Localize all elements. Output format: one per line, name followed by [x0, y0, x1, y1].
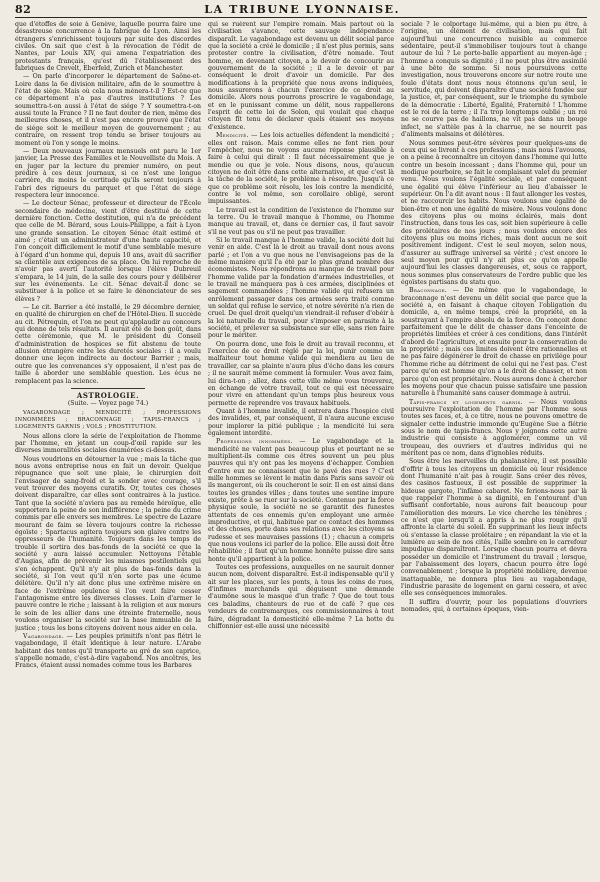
divider	[71, 388, 145, 389]
paragraph: Le travail est la condition de l'existence de l'homme sur la terre. Ou le travail manque à l'homme, ou l'homme manque au travail, et, dans ce dernier cas, il faut savoir s'il ne veut pas ou s'il ne peut pas travailler.	[208, 206, 394, 236]
paragraph: Il suffira d'ouvrir, pour les populations d'ouvriers nomades, qui, à certaines époques, vien-	[401, 598, 587, 614]
journal-title: LA TRIBUNE LYONNAISE.	[204, 3, 401, 16]
paragraph: Nous sommes peut-être sévères pour quelques-uns de ceux qui se livrent à ces professions ; mais nous l'avouons, on a peine à reconnaître un citoyen dans l'homme qui lutte contre un besoin incessant ; dans l'homme qui, pour un modique pourboire, se fait le complaisant valet du premier venu. Nous voulons l'égalité sociale, et par conséquent une égalité qui élève l'inférieur au lieu d'abaisser le supérieur. On l'a dit avant nous : Il faut allonger les vestes, et ne raccourcir les habits. Nous voulons une égalité de bien-être et non une égalité de misère. Nous voulons donc des citoyens plus ou moins éclairés, mais dont l'instruction, dans tous les cas, soit bien supérieure à celle des prolétaires de nos jours ; nous voulons encore des citoyens plus ou moins riches, mais dont aucun ne soit positivement indigent. C'est le seul moyen, selon nous, d'assurer au suffrage universel sa vérité ; c'est encore le seul moyen pour qu'il n'y ait plus ce qu'on appelle aujourd'hui les classes dangereuses, et, sous ce rapport, nous sommes plus conservateurs de l'ordre public que les égoïstes partisans du statu quo.	[401, 139, 587, 287]
page-header	[15, 3, 587, 18]
paragraph: — Le cit. Barrier a été installé, le 29 décembre dernier, en qualité de chirurgien en chef de l'Hôtel-Dieu. Il succède au cit. Pétrequin, et l'on ne peut qu'applaudir au concours qui donne de tels résultats. Il aurait été de bon goût, dans cette cérémonie, que M. le président du Conseil d'administration de hospices se fût abstenu de toute allusion étrangère entre les duretés sociales : il a voulu donner une leçon indirecte au docteur Barrier ; mais, outre que les convenances s'y opposaient, il n'est pas de taille à aborder une semblable question. Les écus ne remplacent pas la science.	[15, 304, 201, 385]
paragraph: Quant à l'homme invalide, il entrera dans l'hospice civil des invalides, et, par conséquent, il n'aura aucune excuse pour implorer la pitié publique ; la mendicité lui sera également interdite.	[208, 407, 394, 437]
paragraph: Toutes ces professions, auxquelles on ne saurait donner aucun nom, doivent disparaître. Est-il indispensable qu'il y ait sur les places, sur les ponts, à tous les coins de rues, d'infimes marchands qui déguisent une demande d'aumône sous le masque d'un trafic ? Que de tout tous ces baladins, chanteurs de rue et de café ? que ces vendeurs de contremarques, ces commissionnaires à tout faire, dégradant la domesticité elle-même ? La hotte du chiffonnier est-elle aussi une nécessité	[208, 564, 394, 630]
paragraph: On pourra donc, une fois le droit au travail reconnu, et l'exercice de ce droit réglé par la loi, punir comme un malfaiteur tout homme valide qui mendiera au lieu de travailler, car sa plainte n'aura plus d'écho dans les cœurs ; il ne saurait même comment la formuler. Vous avez faim, lui dira-t-on ; allez, dans cette ville même vous trouverez, en échange de votre travail, tout ce qui est nécessaire pour vivre en attendant qu'un temps plus heureux vous permette de reprendre vos travaux habituels.	[208, 340, 394, 407]
paragraph	[401, 287, 587, 397]
section-title: ASTROLOGIE.	[76, 390, 140, 400]
paragraph: que d'étoffes de soie à Genève, laquelle pourra faire une désastreuse concurrence à la fabrique de Lyon. Ainsi les étrangers s'enrichissent toujours par suite des discordes civiles. On sait que c'est à la révocation de l'édit de Nantes, par Louis XIV, qui amena l'expatriation des protestants français, qu'est dû l'établissement des fabriques de Crevelt, Eberfeld, Zurich et Manchester.	[15, 21, 201, 73]
paragraph-text: — Nous voulons poursuivre l'exploitation de l'homme par l'homme sous toutes ses faces, et, à ce titre, nous ne pouvons omettre de signaler cette industrie immonde qu'Eugène Sue a flétrie sous le nom de tapis-francs. Nous y joignons cette autre industrie qui consiste à agglomérer, comme un vil troupeau, des ouvriers et d'autres individus qui ne méritent pas ce nom, dans d'ignobles réduits.	[401, 398, 587, 457]
paragraph: Si le travail manque à l'homme valide, la société doit lui venir en aide. C'est là le droit au travail dont nous avons parlé ; et l'on a vu que nous ne l'envisageions pas de la même manière qu'il l'a été par le plus grand nombre des économistes. Nous répondrons au manque de travail pour l'homme valide par la fondation d'armées industrielles, et le travail ne manquera pas à ces armées, disciplinées et sagement commandées ; l'homme valide qui refusera un enrôlement passager dans ces armées sera traité comme un soldat qui refuse le service, et notre sévérité n'a rien de cruel. De quel droit quelqu'un viendrait-il refuser d'obéir à la loi naturelle du travail, pour s'imposer en parasite à la société, et prélever sa subsistance sur elle, sans rien faire pour le mériter.	[208, 236, 394, 340]
article-columns	[15, 21, 587, 881]
subheading: Tapis-francs et logements garnis.	[409, 398, 523, 406]
paragraph: — Le docteur Sénac, professeur et directeur de l'École secondaire de médecine, vient d'être destitué de cette dernière fonction. Cette destitution, qui n'a de précédent que celle de M. Bérard, sous Louis-Philippe, a fait à Lyon une grande sensation. Le citoyen Sénac était estimé et aimé ; c'était un administrateur d'une haute capacité, et l'on conçoit difficilement le motif d'une semblable mesure à l'égard d'un homme qui, depuis 10 ans, avait dû sacrifier sa clientèle aux exigences de sa place. On lui reproche de n'avoir pas averti l'autorité lorsque l'élève Dubreuil s'empara, le 14 juin, de la salle des cours pour y délibérer sur les événements. Le cit. Sénac devait-il donc se substituer à la police et se faire le dénonciateur de ses élèves ?	[15, 200, 201, 303]
subheading: Vagabondage.	[23, 632, 65, 640]
paragraph: Nous allons clore la série de l'exploitation de l'homme par l'homme, en jetant un coup-d'œil rapide sur les diverses immoralités sociales énumérées ci-dessus.	[15, 432, 201, 455]
paragraph: qui se ruèrent sur l'empire romain. Mais partout où la civilisation s'avance, cette sauvage indépendance disparaît. Le vagabondage est devenu un délit social parce que la société a créé le domicile ; il n'est plus permis, sans protester contre la civilisation, d'être nomade. Tout homme, en devenant citoyen, a le devoir de concourir au gouvernement de la société ; il a le devoir et par conséquent le droit d'avoir un domicile. Par des modifications à la propriété que nous avons indiquées, nous assurerons à chacun l'exercice de ce droit au domicile. Alors nous pourrons proscrire le vagabondage, et en le punissant comme un délit, nous rappellerons l'esprit de cette loi de Solon, qui voulait que chaque citoyen fît tenu de déclarer quels étaient ses moyens d'existence.	[208, 21, 394, 131]
paragraph: — On parle d'incorporer le département de Saône-et-Loire dans la 6e division militaire, afin de le soumettre à l'état de siége. Mais où cela nous mènera-t-il ? Est-ce que ce département n'a pas d'autres institutions ? Les soumettra-t-on aussi à l'état de siége ? Y soumettra-t-on aussi toute la France ? Il ne faut douter de rien, même des meilleures choses, et il n'est pas encore prouvé que l'état de siége soit le meilleur moyen de gouvernement ; au contraire, on ressent trop tendu se briser toujours au moment où l'on y songe le moins.	[15, 73, 201, 147]
section-subtitle: (Suite. — Voyez page 74.)	[67, 400, 149, 408]
page-number: 82	[15, 3, 32, 16]
paragraph-text: — Le vagabondage et la mendicité ne valent pas beaucoup plus et pourtant ne se multiplient-ils comme ces êtres souvent un peu plus pauvres qui n'y ont pas les moyens d'échapper. Combien d'entre eux ne connaissent que le pavé des rues ? C'est mille hommes se lèvent le matin dans Paris sans savoir où ils mangeront, où ils coucheront le soir. Il en est ainsi dans toutes les grandes villes ; dans toutes une sentine impure existe, prête à se ruer sur la société. Contenue par la force physique soule, la société ne se garantit des funestes attentats de ces ennemis qu'en employant une armée improductive, et qui, habituée par ce contact des hommes et des choses, porte dans ses relations avec les citoyens sa rudesse et ses mauvaises passions (1) ; chacun a compris que nous voulons ici parler de la police. Elle aussi doit être réhabilitée ; il faut qu'un homme honnête puisse dire sans honte qu'il appartient à la police.	[208, 438, 394, 563]
paragraph	[15, 633, 201, 670]
paragraph: Nous voudrions en détourner la vue ; mais la tâche que nous avons entreprise nous en fait un devoir. Quelque répugnance que soit une plaie, le chirurgien doit l'envisager de sang-froid et la sonder avec courage, s'il veut trouver des moyens curatifs. Or, toutes ces choses doivent disparaître, car elles sont contraires à la justice. Tant que la société n'aviera pas au remède héroïque, elle supportera la peine de son indifférence ; la peine du crime commis par elle envers ses membres. Le spectre de Lazare mourant de faim se lèvera toujours contre la richesse égoïste ; Spartacus agitera toujours son glaive contre les oppresseurs de l'humanité. Toujours dans les temps de trouble il sortira des bas-fonds de la société ce que la société y aura laissé accumuler. Nettoyons l'étable d'Augias, afin de prévenir les miasmes pestilentiels qui s'en échappent. Qu'il n'y ait plus de bas-fonds dans la société, si l'on veut qu'il n'en sorte pas une écume délétère. Qu'il n'y ait donc plus une extrême misère en face de l'extrême opulence si l'on veut faire cesser l'antagonisme entre les diverses classes. Loin d'armer le pauvre contre le riche ; laissant à la religion et aux mœurs le soin de les allier dans une étreinte fraternelle, nous voulons organiser la société sur la base immuable de la justice ; tous les bons citoyens doivent nous aider en cela.	[15, 455, 201, 632]
paragraph	[208, 132, 394, 205]
paragraph: sociale ? le colportage lui-même, qui a bien pu être, à l'origine, un élément de civilisation, mais qui fait aujourd'hui une concurrence nuisible au commerce sédentaire, peut-il s'immobiliser toujours tout à change autour de lui ? Le porte-balle appartient au moyen-âge ; l'homme a conquis sa dignité ; il ne peut plus être assimilé à une bête de somme. Si nous poursuivons cette investigation, nous trouverons encore sur notre route une foule d'états dont nous nous étonnons qu'un seul, le servitude, qui doivent disparaître d'une société fondée sur la justice, et, par conséquent, sur le triomphe du symbole de la démocratie : Liberté, Égalité, Fraternité ! L'homme est le roi de la terre ; il l'a trop longtemps oublié ; un roi ne se courve pas de haillons, ne vit pas dans un bouge infect, ne s'attèle pas à la charrue, ne se nourrit pas d'aliments malsains et délétères.	[401, 21, 587, 139]
paragraph-text: — Les lois actuelles défendent la mendicité ; elles ont raison. Mais comme elles ne font rien pour l'empêcher, nous ne voyons aucune réponse plausible à faire à celui qui dirait : Il faut nécessairement que je mendie ou que je vole. Nous disons, nous, qu'aucun citoyen ne doit être dans cette alternative, et que c'est là la tâche de la société, le problème à résoudre. Jusqu'à ce que ce problème soit résolu, les lois contre la mendicité, contre le vol même, son corollaire obligé, seront impuissantes.	[208, 132, 394, 206]
subheading: Braconnage.	[409, 287, 448, 295]
paragraph-text: — Les peuples primitifs n'ont pas flétri le vagabondage, il était identique à leur nature. L'Arabe habitant des tentes qu'il transporte au gré de son caprice, s'appelle nomade, c'est-à-dire vagabond. Nos ancêtres, les Francs, étaient aussi nomades comme tous les Barbares	[15, 632, 201, 670]
column-1	[15, 21, 201, 881]
paragraph: — Deux nouveaux journaux mensuels ont paru le 1er janvier, La Presse des Familles et le Nouvelliste du Mois. A en juger par la lecture du premier numéro, on peut prédire à ces deux journaux, si ce n'est une longue carrière, du moins le certitude qu'ils seront toujours à l'abri des rigueurs du parquet et que l'état de siége respectera leur innocence.	[15, 147, 201, 199]
paragraph	[401, 399, 587, 458]
paragraph-text: — De même que le vagabondage, le braconnage n'est devenu un délit social que parce que la société a, en faisant à chaque citoyen l'obligation du domicile, a, en même temps, créé la propriété, en la soustrayant à l'empire absolu de la force. On conçoit donc parfaitement que le délit de chasser dans l'enceinte de propriétés limitées et créer à ces conditions, dans l'intérêt d'abord de l'agriculture, et ensuite pour la conservation de la propriété ; mais ces limites doivent être rationnelles et ne pas faire dégénérer le droit de chasse en privilége pour l'homme riche au détriment de celui qui ne l'est pas. C'est parce qu'on est homme qu'on a le droit de chasser, et non parce qu'on est propriétaire. Nous aurons donc à chercher les moyens pour que chacun puisse satisfaire une passion naturelle à l'humanité sans causer dommage à autrui.	[401, 287, 587, 398]
column-2	[208, 21, 394, 881]
subheading: Mendicité.	[216, 132, 249, 140]
column-3	[401, 21, 587, 881]
paragraph	[208, 438, 394, 563]
subheading: Professions innommées.	[216, 438, 293, 446]
paragraph: Sous être les merveilles du phalanstère, il est possible d'offrir à tous les citoyens un domicile où leur résidence dont l'humanité n'ait pas à rougir. Sans créer des rêves, des casinos fastueux, il est possible de supprimer la hideuse gargote, l'infâme cabaret. Ne ferions-nous par là que rappeler l'homme à sa dignité, en l'entourant d'un suffisant confortable, nous aurons fait beaucoup pour l'amélioration des mœurs. Le vice cherche les ténèbres ; ce n'est que lorsqu'il a appris à ne plus rougir qu'il affronte la clarté du soleil. En supprimant les lieux infects où s'entasse la classe prolétaire ; en répandant la vie et la lumière au sein de nos cités, l'aille sombre en le carrefour impudique disparaîtront. Lorsque chacun pourra et devra posséder un domicile et l'instrument du travail ; lorsque, par l'abaissement des loyers, chacun pourra être logé convenablement ; lorsque la propriété mobilière, devenue inattaquable, ne donnera plus lieu au vagabondage, l'industrie parasite de logement en garni cessera, et avec elle ses conséquences immorales.	[401, 458, 587, 598]
section-topics: VAGABONDAGE ; MENDICITÉ ; PROFESSIONS INNOMMÉES ; BRACONNAGE ; TAPIS-FRANCS ; LOGEMENTS GARNIS ; VOLS ; PROSTITUTION.	[15, 409, 201, 431]
